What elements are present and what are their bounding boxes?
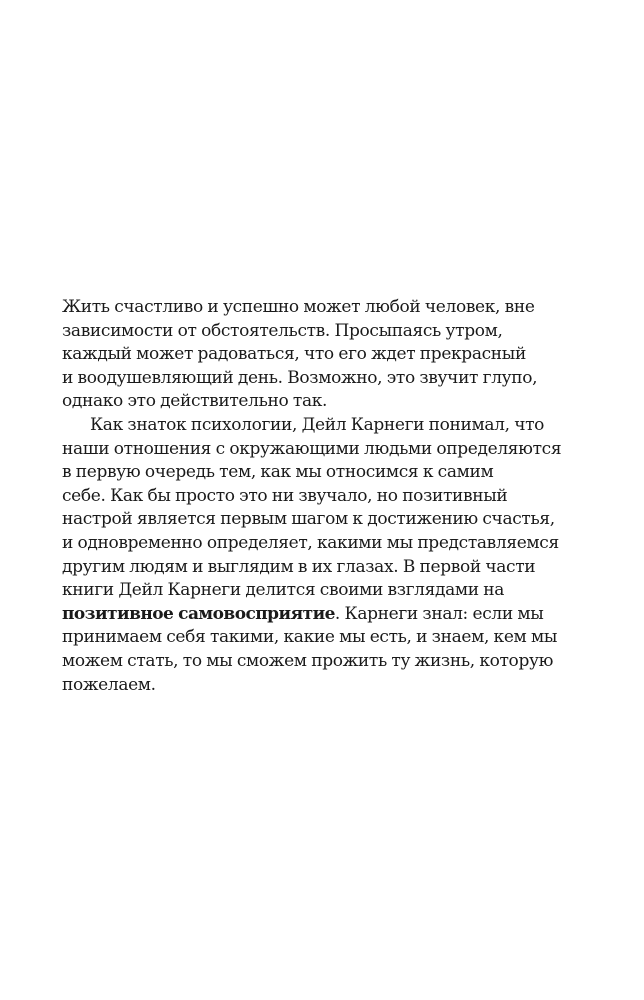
- text-line: другим людям и выглядим в их глазах. В первой части: [62, 556, 536, 577]
- text-line: каждый может радоваться, что его ждет прекрасный: [62, 344, 526, 365]
- text-line: и одновременно определяет, какими мы представляемся: [62, 532, 559, 553]
- text-line: можем стать, то мы сможем прожить ту жизнь, которую: [62, 650, 554, 671]
- paragraph-2: [62, 414, 592, 697]
- text-line: однако это действительно так.: [62, 391, 328, 412]
- text-after-bold: . Карнеги знал: если мы: [334, 603, 544, 624]
- text-line: пожелаем.: [62, 674, 156, 695]
- bold-term: позитивное самовосприятие: [62, 603, 335, 624]
- text-line: Жить счастливо и успешно может любой человек, вне: [62, 297, 535, 317]
- text-line: книги Дейл Карнеги делится своими взглядами на: [62, 580, 505, 601]
- text-line: себе. Как бы просто это ни звучало, но позитивный: [62, 485, 508, 506]
- body-text: [62, 296, 592, 697]
- text-line: в первую очередь тем, как мы относимся к самим: [62, 462, 494, 483]
- text-line: зависимости от обстоятельств. Просыпаясь утром,: [62, 320, 503, 341]
- text-line: настрой является первым шагом к достижению счастья,: [62, 509, 555, 530]
- text-line-indented: Как знаток психологии, Дейл Карнеги понимал, что: [90, 414, 545, 435]
- paragraph-1: [62, 296, 592, 414]
- text-line: и воодушевляющий день. Возможно, это звучит глупо,: [62, 367, 538, 388]
- text-line: наши отношения с окружающими людьми определяются: [62, 438, 562, 459]
- text-line: принимаем себя такими, какие мы есть, и знаем, кем мы: [62, 627, 558, 648]
- text-line-with-emphasis: [62, 603, 592, 627]
